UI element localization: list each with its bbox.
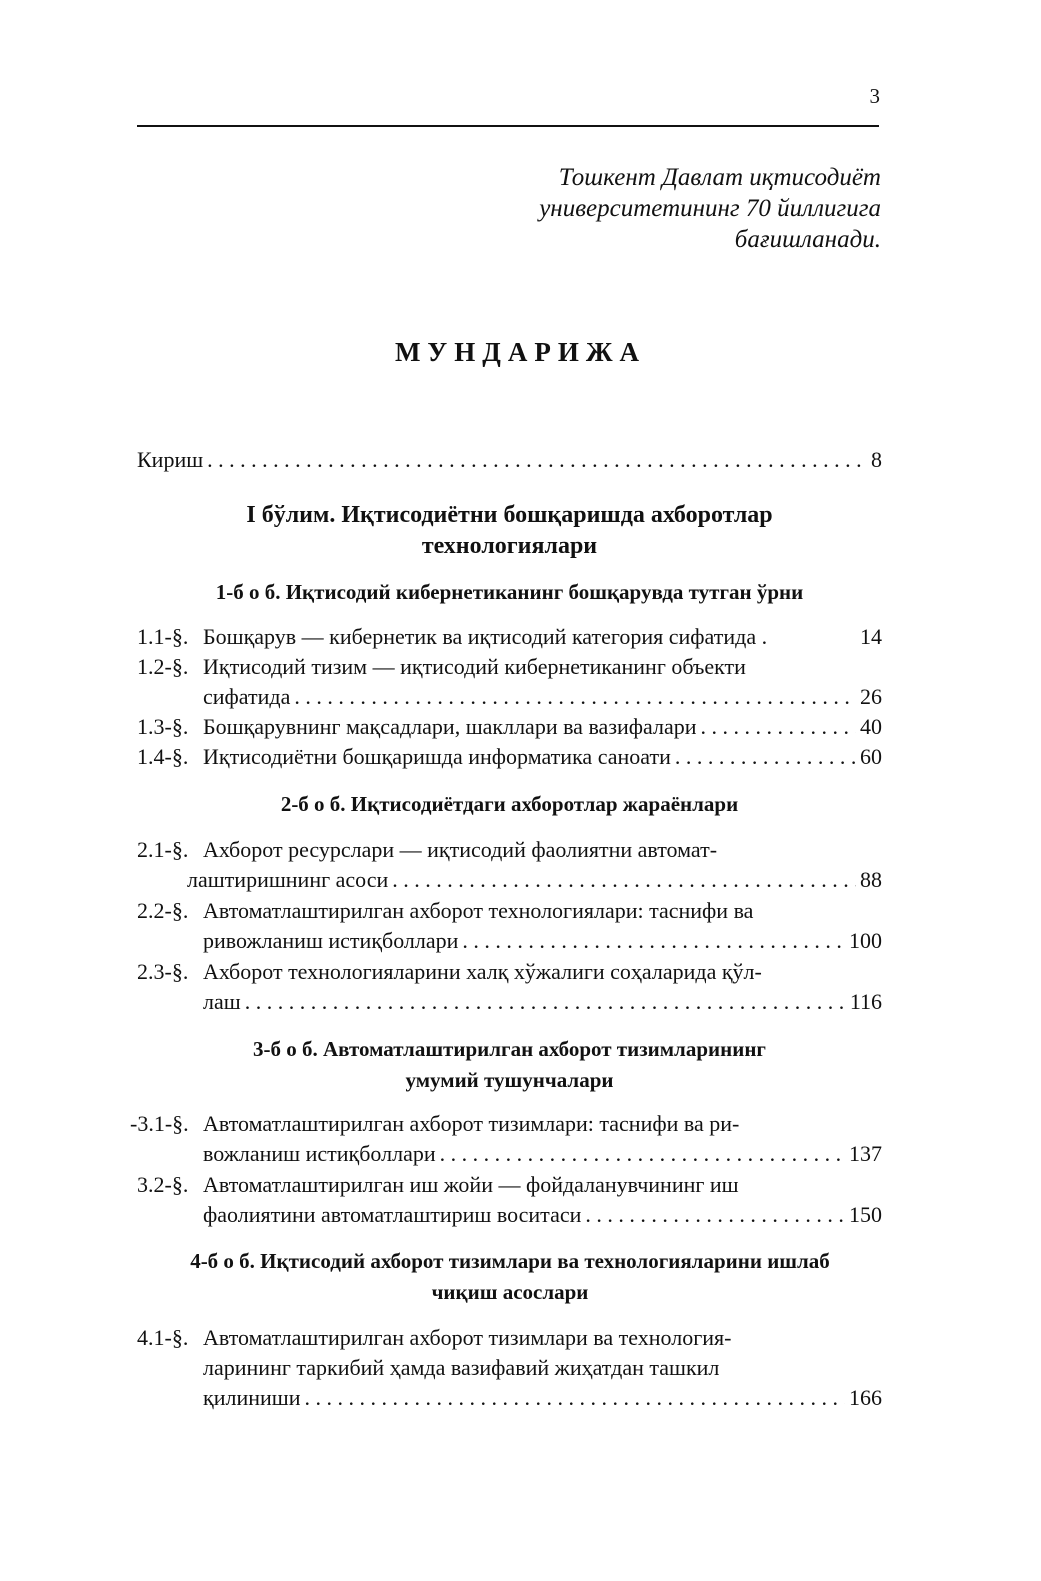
section-title: Автоматлаштирилган ахборот технологиялари: таснифи ва [203,898,754,923]
dot-leader [675,742,856,772]
section-number: 2.3-§. [137,959,189,984]
chapter-heading [120,1246,900,1308]
part-heading [137,500,882,562]
toc-intro [137,445,882,475]
section-title: лаш [203,989,241,1014]
dot-leader [294,682,856,712]
section-title: лаштиришнинг асоси [187,867,389,892]
header-rule [137,125,879,127]
dedication-line: Тошкент Давлат иқтисодиёт [558,164,881,191]
section-number: 2.2-§. [137,898,189,923]
section-title: Автоматлаштирилган иш жойи — фойдаланувчининг иш [203,1172,739,1197]
chapter-heading-line: чиқиш асослари [431,1280,589,1304]
part-heading-line: технологиялари [421,533,598,559]
section-title: Ахборот ресурслари — иқтисодий фаолиятни автомат- [203,837,718,862]
toc-page-number: 137 [849,1141,882,1166]
toc-page-number: 150 [849,1202,882,1227]
dot-leader [585,1200,845,1230]
chapter-heading-line: 4-б о б. Иқтисодий ахборот тизимлари ва технологияларини ишлаб [190,1249,830,1273]
toc-page-number: 8 [871,447,882,472]
dot-leader [701,712,856,742]
toc-entry [137,622,882,652]
toc-entry [137,896,882,956]
section-title: ривожланиш истиқболлари [203,928,459,953]
toc-entry-label: Кириш [137,447,204,472]
dedication [539,162,881,255]
section-title: қилиниши [203,1385,301,1410]
chapter-heading [137,577,882,608]
section-number: 3.2-§. [137,1172,189,1197]
dot-leader [462,926,845,956]
toc-page-number: 100 [849,928,882,953]
toc-entry [137,957,882,1017]
toc-entry [137,835,882,895]
page-number: 3 [869,84,880,108]
toc-page-number: 40 [860,714,882,739]
section-number: 4.1-§. [137,1325,189,1350]
section-number: 1.2-§. [137,654,189,679]
dedication-line: университетининг 70 йиллигига [539,195,881,222]
toc-entry [130,1109,882,1169]
dot-leader [440,1139,845,1169]
section-title: ларининг таркибий ҳамда вазифавий жиҳатдан ташкил [203,1355,720,1380]
section-title: Автоматлаштирилган ахборот тизимлари ва технология- [203,1325,732,1350]
dot-leader [245,987,846,1017]
chapter-heading-line: 1-б о б. Иқтисодий кибернетиканинг бошқарувда тутган ўрни [215,580,804,604]
toc-entry [137,1170,882,1230]
section-title: Бошқарувнинг мақсадлари, шакллари ва вазифалари [203,714,697,739]
section-number: -3.1-§. [130,1111,189,1136]
toc-entry [137,652,882,712]
section-title: вожланиш истиқболлари [203,1141,436,1166]
toc-title: МУНДАРИЖА [394,337,647,367]
toc-entry [137,742,882,772]
chapter-heading [137,789,882,820]
chapter-heading-line: 3-б о б. Автоматлаштирилган ахборот тизимларининг [253,1037,766,1061]
section-title: фаолиятини автоматлаштириш воситаси [203,1202,582,1227]
toc-page-number: 14 [860,624,882,649]
dot-leader [207,445,867,475]
chapter-heading-line: 2-б о б. Иқтисодиётдаги ахборотлар жараёнлари [280,792,739,816]
section-number: 2.1-§. [137,837,189,862]
section-title: Иқтисодий тизим — иқтисодий кибернетиканинг объекти [203,654,746,679]
section-number: 1.3-§. [137,714,189,739]
toc-page-number: 88 [860,867,882,892]
section-title: Ахборот технологияларини халқ хўжалиги соҳаларида қўл- [203,959,762,984]
dot-leader [392,865,856,895]
toc-page-number: 166 [849,1385,882,1410]
part-heading-line: I бўлим. Иқтисодиётни бошқаришда ахборотлар [246,502,773,528]
toc-entry [137,712,882,742]
toc-page-number: 116 [849,989,882,1014]
toc-page-number: 60 [860,744,882,769]
section-title: Иқтисодиётни бошқаришда информатика саноати [203,744,671,769]
toc-entry [137,1323,882,1413]
section-number: 1.4-§. [137,744,189,769]
section-title: сифатида [203,684,291,709]
section-title: Бошқарув — кибернетик ва иқтисодий категория сифатида . [203,624,768,649]
chapter-heading-line: умумий тушунчалари [405,1068,614,1092]
toc-page-number: 26 [860,684,882,709]
section-number: 1.1-§. [137,624,189,649]
section-title: Автоматлаштирилган ахборот тизимлари: таснифи ва ри- [203,1111,740,1136]
chapter-heading [137,1034,882,1096]
dedication-line: бағишланади. [734,226,881,253]
dot-leader [304,1383,845,1413]
